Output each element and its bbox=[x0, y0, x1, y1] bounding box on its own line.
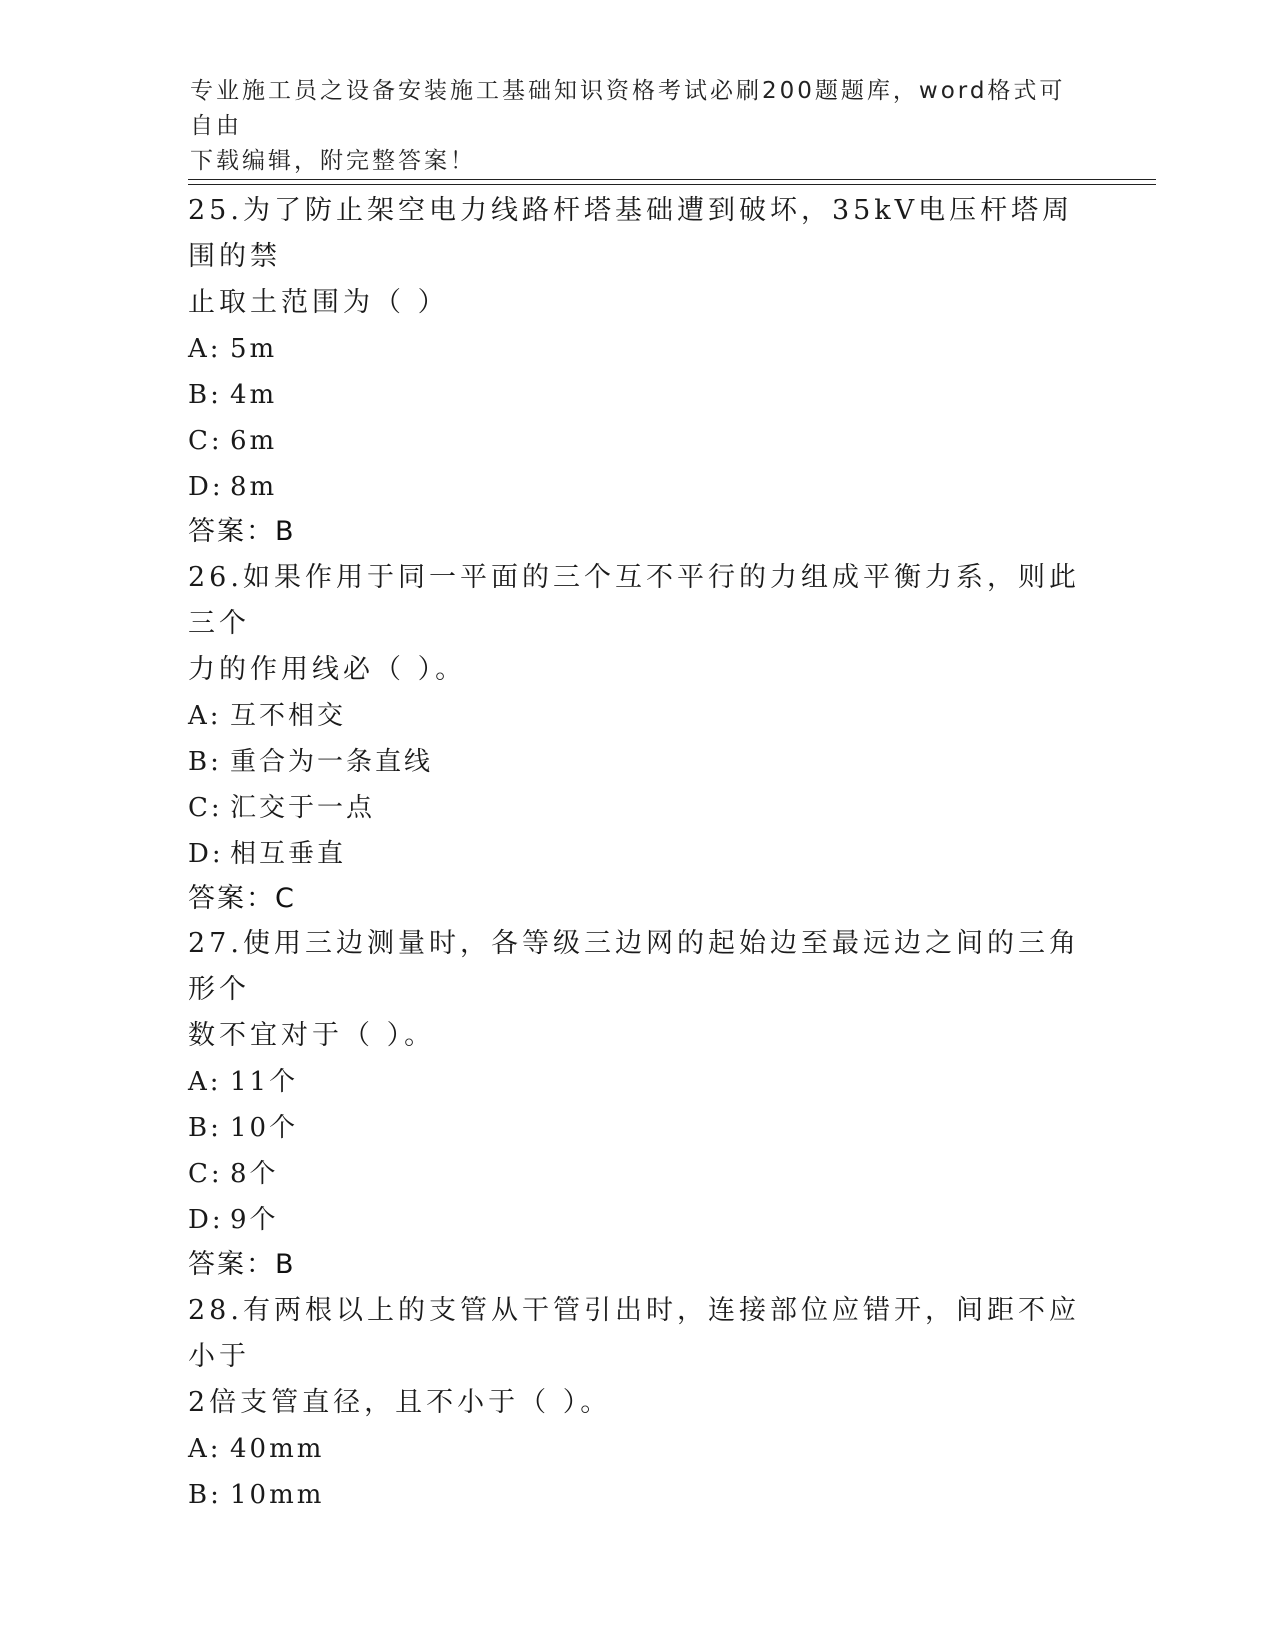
option-letter: A: bbox=[188, 334, 222, 364]
option-text: 11个 bbox=[230, 1067, 299, 1097]
option-text: 40mm bbox=[230, 1434, 325, 1464]
question-stem-line-2: 数不宜对于（ ）。 bbox=[188, 1020, 436, 1051]
option-a bbox=[188, 326, 1088, 372]
question-26 bbox=[188, 555, 1088, 921]
option-letter: D: bbox=[188, 839, 224, 869]
question-25 bbox=[188, 188, 1088, 554]
question-stem-line-2: 2倍支管直径，且不小于（ ）。 bbox=[188, 1387, 612, 1418]
question-stem bbox=[188, 1288, 1088, 1426]
option-letter: B: bbox=[188, 1480, 222, 1510]
option-letter: C: bbox=[188, 793, 223, 823]
question-stem-line-2: 止取土范围为（ ） bbox=[188, 287, 449, 318]
option-list bbox=[188, 693, 1088, 877]
option-letter: B: bbox=[188, 1113, 222, 1143]
option-b bbox=[188, 372, 1088, 418]
option-letter: C: bbox=[188, 1159, 223, 1189]
option-text: 9个 bbox=[230, 1205, 279, 1235]
option-a bbox=[188, 693, 1088, 739]
option-letter: A: bbox=[188, 1067, 222, 1097]
answer-line: 答案：B bbox=[188, 516, 296, 547]
header-line-2: 下载编辑，附完整答案！ bbox=[190, 148, 476, 174]
option-text: 10个 bbox=[230, 1113, 299, 1143]
option-b bbox=[188, 1105, 1088, 1151]
option-text: 相互垂直 bbox=[230, 839, 347, 869]
option-d bbox=[188, 464, 1088, 510]
option-text: 汇交于一点 bbox=[230, 793, 376, 823]
option-text: 6m bbox=[230, 426, 278, 456]
option-text: 互不相交 bbox=[230, 701, 347, 731]
option-c bbox=[188, 1151, 1088, 1197]
option-text: 10mm bbox=[230, 1480, 325, 1510]
option-letter: D: bbox=[188, 472, 224, 502]
header-divider-bottom bbox=[188, 184, 1156, 185]
option-d bbox=[188, 1197, 1088, 1243]
option-text: 4m bbox=[230, 380, 278, 410]
question-stem-line-1: 28.有两根以上的支管从干管引出时，连接部位应错开，间距不应小于 bbox=[188, 1295, 1080, 1372]
option-text: 8个 bbox=[230, 1159, 279, 1189]
option-list bbox=[188, 1059, 1088, 1243]
question-stem bbox=[188, 555, 1088, 693]
option-list bbox=[188, 326, 1088, 510]
option-text: 重合为一条直线 bbox=[230, 747, 434, 777]
header-divider-top bbox=[188, 179, 1156, 180]
answer-line: 答案：C bbox=[188, 883, 296, 914]
question-stem-line-1: 25.为了防止架空电力线路杆塔基础遭到破坏，35kV电压杆塔周围的禁 bbox=[188, 195, 1074, 272]
option-text: 5m bbox=[230, 334, 278, 364]
option-c bbox=[188, 418, 1088, 464]
option-list bbox=[188, 1426, 1088, 1518]
answer-line: 答案：B bbox=[188, 1249, 296, 1280]
option-b bbox=[188, 1472, 1088, 1518]
option-text: 8m bbox=[230, 472, 278, 502]
option-letter: B: bbox=[188, 380, 222, 410]
question-stem-line-1: 27.使用三边测量时，各等级三边网的起始边至最远边之间的三角形个 bbox=[188, 928, 1080, 1005]
header-line-1: 专业施工员之设备安装施工基础知识资格考试必刷200题题库，word格式可自由 bbox=[190, 78, 1066, 139]
question-28 bbox=[188, 1288, 1088, 1518]
question-27 bbox=[188, 921, 1088, 1287]
option-letter: A: bbox=[188, 1434, 222, 1464]
question-stem bbox=[188, 188, 1088, 326]
option-b bbox=[188, 739, 1088, 785]
option-a bbox=[188, 1426, 1088, 1472]
document-header bbox=[190, 74, 1070, 179]
option-letter: A: bbox=[188, 701, 222, 731]
question-stem-line-1: 26.如果作用于同一平面的三个互不平行的力组成平衡力系，则此三个 bbox=[188, 562, 1080, 639]
option-letter: C: bbox=[188, 426, 223, 456]
question-stem bbox=[188, 921, 1088, 1059]
option-c bbox=[188, 785, 1088, 831]
option-letter: B: bbox=[188, 747, 222, 777]
option-d bbox=[188, 831, 1088, 877]
option-letter: D: bbox=[188, 1205, 224, 1235]
question-stem-line-2: 力的作用线必（ ）。 bbox=[188, 654, 467, 685]
option-a bbox=[188, 1059, 1088, 1105]
